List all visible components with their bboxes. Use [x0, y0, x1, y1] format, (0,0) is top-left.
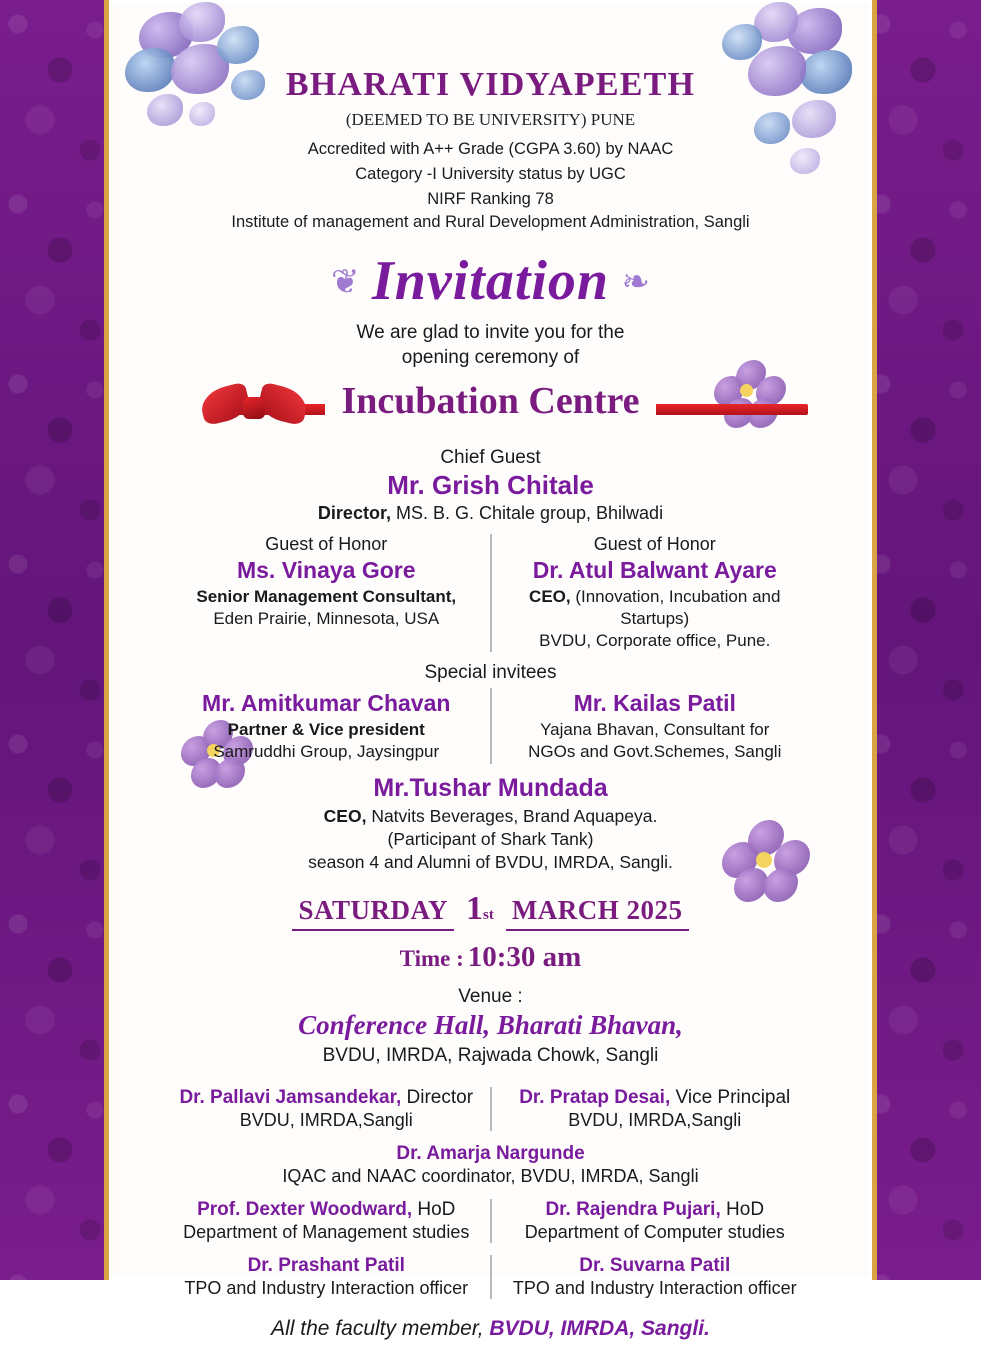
- venue-name: Conference Hall, Bharati Bhavan,: [298, 1010, 683, 1041]
- guest-of-honor-2-desc-line1: (Innovation, Incubation and Startups): [570, 587, 781, 629]
- accreditation-line-2: Category -I University status by UGC: [355, 164, 626, 183]
- special-invitee-1-desc-line2: Samruddhi Group, Jaysingpur: [213, 742, 440, 762]
- organizer-row-3: [163, 1255, 818, 1299]
- organizer-6-name: Dr. Prashant Patil: [247, 1255, 405, 1277]
- invite-intro-line-2: opening ceremony of: [401, 347, 580, 369]
- chief-guest-name: Mr. Grish Chitale: [387, 470, 594, 501]
- accreditation-line-3: NIRF Ranking 78: [427, 189, 554, 208]
- event-day: SATURDAY: [292, 895, 454, 931]
- accreditation-line-1: Accredited with A++ Grade (CGPA 3.60) by NAAC: [307, 140, 674, 158]
- organizer-1-name-text: Dr. Pallavi Jamsandekar,: [179, 1087, 402, 1109]
- organizer-2: [490, 1087, 819, 1131]
- gold-frame: [104, 0, 877, 1341]
- guest-of-honor-1-desc: [173, 586, 480, 630]
- chief-guest-role-detail: MS. B. G. Chitale group, Bhilwadi: [390, 503, 664, 524]
- invitation-content: [117, 8, 864, 1351]
- special-invitee-2-desc: [502, 719, 809, 763]
- guest-of-honor-2-name: Dr. Atul Balwant Ayare: [532, 557, 777, 584]
- organizer-row-1: [163, 1087, 818, 1131]
- event-title-text: Incubation Centre: [325, 380, 655, 422]
- organizer-3-desc: IQAC and NAAC coordinator, BVDU, IMRDA, Sangli: [282, 1166, 699, 1187]
- featured-invitee-role: CEO,: [323, 805, 367, 826]
- right-decorative-border: [863, 0, 981, 1280]
- invitation-heading-row: [163, 246, 818, 318]
- special-invitee-2-desc-line1: Yajana Bhavan, Consultant for: [540, 720, 770, 740]
- organizer-2-desc: BVDU, IMRDA,Sangli: [568, 1110, 742, 1131]
- chief-guest-role: [163, 503, 818, 524]
- special-invitee-1-name: Mr. Amitkumar Chavan: [202, 690, 451, 717]
- organizer-row-2: [163, 1199, 818, 1243]
- organizer-1-desc: BVDU, IMRDA,Sangli: [239, 1110, 413, 1131]
- event-time-value: 10:30 am: [467, 941, 582, 974]
- ornament-left-icon: ❦: [331, 262, 360, 301]
- organizer-6: [163, 1255, 490, 1299]
- guest-of-honor-1: [163, 534, 490, 652]
- organizer-4: [163, 1199, 490, 1243]
- event-title: [163, 379, 818, 423]
- organizer-2-title: Vice Principal: [670, 1087, 791, 1109]
- guest-of-honor-1-desc-line2: Eden Prairie, Minnesota, USA: [213, 609, 440, 629]
- ornament-right-icon: ❧: [621, 262, 650, 301]
- guests-of-honor-row: [163, 534, 818, 652]
- organizer-4-name: [171, 1199, 482, 1221]
- institute-name: Institute of management and Rural Development Administration, Sangli: [231, 212, 750, 231]
- organizer-4-desc: Department of Management studies: [183, 1222, 470, 1243]
- organizer-7-name: Dr. Suvarna Patil: [579, 1255, 731, 1277]
- left-decorative-border: [0, 0, 118, 1280]
- guest-of-honor-2-label: Guest of Honor: [593, 534, 716, 555]
- organizer-4-name-text: Prof. Dexter Woodward,: [197, 1199, 413, 1221]
- organizer-1: [163, 1087, 490, 1131]
- organizer-3-name: Dr. Amarja Nargunde: [396, 1143, 585, 1165]
- organizer-7-desc: TPO and Industry Interaction officer: [512, 1278, 797, 1299]
- guest-of-honor-2-desc-line2: BVDU, Corporate office, Pune.: [539, 631, 771, 651]
- university-name: BHARATI VIDYAPEETH: [285, 66, 696, 103]
- featured-invitee-desc-line2: (Participant of Shark Tank): [387, 828, 594, 849]
- organizer-5: [490, 1199, 819, 1243]
- event-time-row: [163, 941, 818, 974]
- organizer-5-desc: Department of Computer studies: [524, 1222, 785, 1243]
- special-invitee-2-name: Mr. Kailas Patil: [573, 690, 736, 717]
- guest-of-honor-1-label: Guest of Honor: [265, 534, 388, 555]
- guest-of-honor-2-desc: [502, 586, 809, 652]
- featured-invitee-desc-line1: Natvits Beverages, Brand Aquapeya.: [366, 805, 658, 826]
- organizer-2-name-text: Dr. Pratap Desai,: [519, 1087, 671, 1109]
- venue-label: Venue :: [458, 986, 523, 1008]
- event-date-number: [466, 890, 494, 928]
- organizer-3: [163, 1143, 818, 1187]
- organizers-block: [163, 1087, 818, 1299]
- organizer-4-title: HoD: [412, 1199, 456, 1221]
- special-invitee-1-desc-line1: Partner & Vice president: [227, 720, 425, 740]
- organizer-1-name: [171, 1087, 482, 1109]
- event-date-suffix: st: [482, 907, 494, 924]
- organizer-7: [490, 1255, 819, 1299]
- chief-guest-label: Chief Guest: [440, 447, 541, 469]
- invite-intro-line-1: We are glad to invite you for the: [356, 321, 625, 343]
- guest-of-honor-2: [490, 534, 819, 652]
- guest-of-honor-1-desc-line1: Senior Management Consultant,: [196, 587, 457, 607]
- featured-invitee-desc: [163, 805, 818, 875]
- event-date-row: [163, 890, 818, 931]
- faculty-footer-bold: BVDU, IMRDA, Sangli.: [489, 1317, 710, 1341]
- special-invitees-label: Special invitees: [424, 662, 557, 684]
- event-time-label: Time :: [399, 946, 464, 972]
- invitation-title: Invitation: [371, 249, 610, 312]
- special-invitees-row: [163, 688, 818, 763]
- university-deemed-line: (DEEMED TO BE UNIVERSITY) PUNE: [345, 110, 636, 129]
- featured-invitee-name: Mr.Tushar Mundada: [373, 773, 608, 802]
- faculty-footer: [163, 1317, 818, 1341]
- special-invitee-2: [490, 688, 819, 763]
- organizer-5-name-text: Dr. Rajendra Pujari,: [545, 1199, 721, 1221]
- organizer-5-title: HoD: [720, 1199, 765, 1221]
- event-month-year: MARCH 2025: [506, 895, 689, 931]
- event-date-value: 1: [465, 890, 483, 928]
- organizer-2-name: [500, 1087, 811, 1109]
- featured-invitee-desc-line3: season 4 and Alumni of BVDU, IMRDA, Sangli.: [308, 852, 673, 873]
- special-invitee-1: [163, 688, 490, 763]
- organizer-1-title: Director: [401, 1087, 474, 1109]
- event-title-ribbon: [163, 377, 818, 441]
- guest-of-honor-1-name: Ms. Vinaya Gore: [236, 557, 416, 584]
- organizer-5-name: [500, 1199, 811, 1221]
- card-paper: [117, 8, 864, 1341]
- faculty-footer-plain: All the faculty member,: [271, 1317, 490, 1341]
- venue-address: BVDU, IMRDA, Rajwada Chowk, Sangli: [322, 1045, 659, 1067]
- special-invitee-2-desc-line2: NGOs and Govt.Schemes, Sangli: [528, 742, 782, 762]
- guest-of-honor-2-desc-role: CEO,: [529, 587, 571, 607]
- chief-guest-role-title: Director,: [317, 503, 391, 524]
- organizer-6-desc: TPO and Industry Interaction officer: [184, 1278, 469, 1299]
- special-invitee-1-desc: [173, 719, 480, 763]
